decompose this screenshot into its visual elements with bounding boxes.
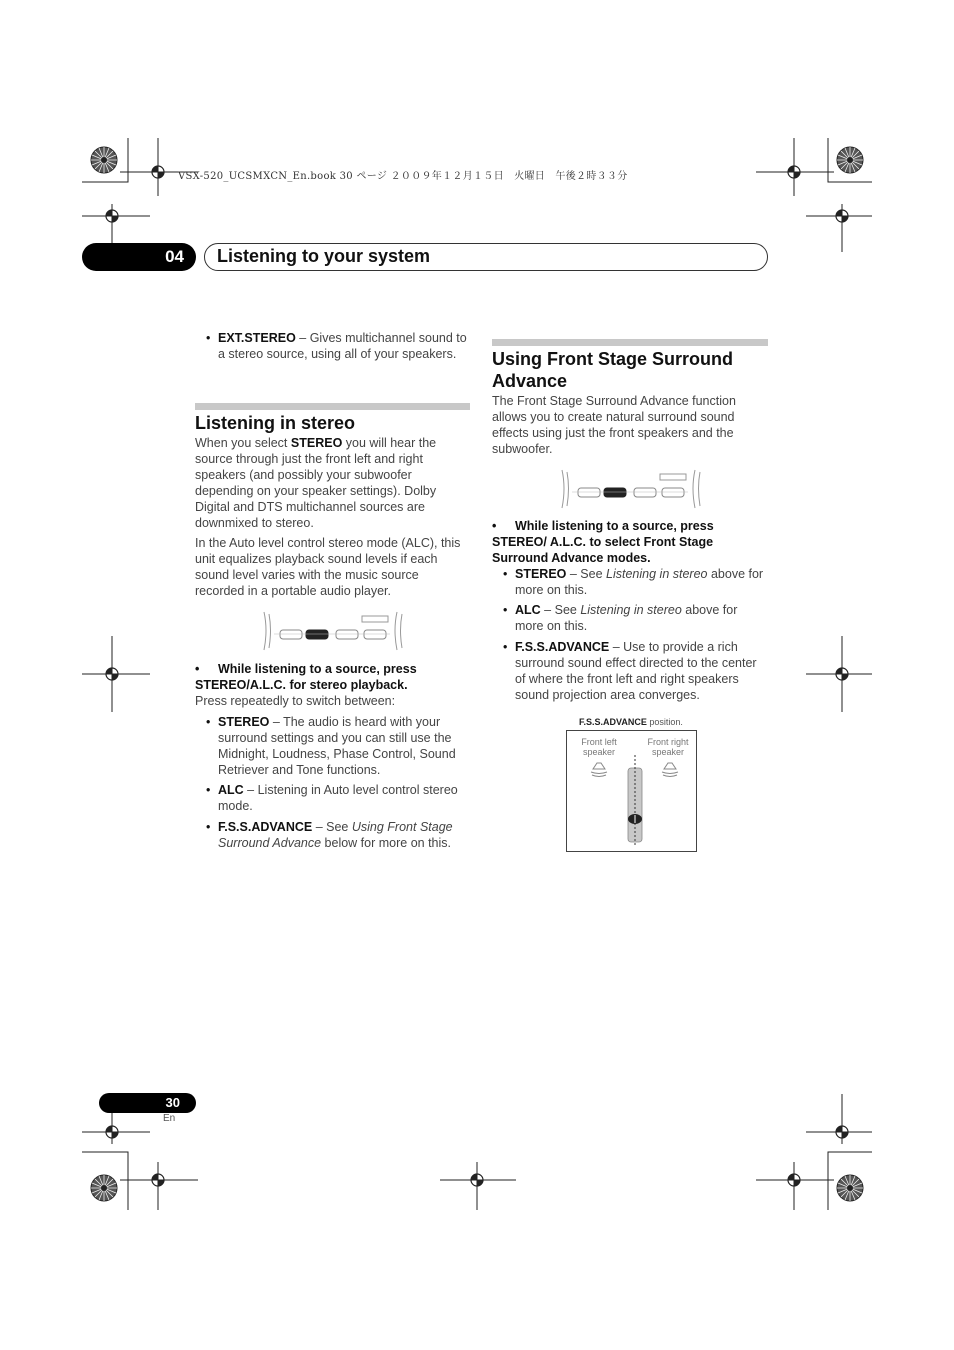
bullet-term: F.S.S.ADVANCE	[515, 640, 610, 654]
section-divider-bar	[195, 403, 470, 410]
bullet-text: – See	[566, 567, 607, 581]
ext-stereo-bullet	[206, 330, 470, 362]
stereo-step-instruction	[195, 661, 470, 693]
stereo-alc-button-highlighted	[604, 488, 626, 497]
bullet-text: above for more on this.	[515, 603, 738, 633]
page-number: 30	[99, 1093, 196, 1113]
para-text: When you select	[195, 436, 291, 450]
bullet-text: – See	[312, 820, 352, 834]
bullet-dot: •	[503, 603, 508, 617]
stereo-paragraph-1	[195, 435, 470, 531]
bullet-text: – Listening in Auto level control stereo mode.	[218, 783, 458, 813]
step-bullet: •	[492, 519, 497, 533]
bullet-italic: Listening in stereo	[580, 603, 682, 617]
bullet-text: – The audio is heard with your surround settings and you can still use the Midnight, Loudness, Phase Control, Sound Retriever and Tone functions.	[218, 715, 456, 777]
section-divider-bar	[492, 339, 768, 346]
bullet-dot: •	[503, 640, 508, 654]
para-term: STEREO	[290, 436, 343, 450]
bullet-term: STEREO	[218, 715, 270, 729]
section-title-listening-in-stereo: Listening in stereo	[195, 413, 356, 433]
step-text: While listening to a source, press STEREO/A.L.C. for stereo playback.	[195, 662, 417, 692]
stereo-paragraph-2: In the Auto level control stereo mode (ALC), this unit equalizes playback sound levels if each sound level varies with the music source recorded in a portable audio player.	[195, 536, 461, 598]
print-book-line: VSX-520_UCSMXCN_En.book 30 ページ ２００９年１２月１５日 火曜日 午後２時３３分	[178, 171, 628, 182]
chapter-title: Listening to your system	[204, 243, 768, 271]
para-text: you will hear the source through just the front left and right speakers (and possibly your subwoofer depending on your speaker settings). Dolby Digital and DTS multichannel sources are downmixed to stereo.	[195, 436, 437, 530]
fss-figure-caption	[579, 717, 683, 727]
panel-button	[578, 488, 600, 497]
bullet-italic: Using Front Stage Surround Advance	[218, 820, 453, 850]
bullet-italic: Listening in stereo	[606, 567, 708, 581]
fss-paragraph-1: The Front Stage Surround Advance function allows you to create natural surround sound effects using just the front speakers and the subwoofer.	[492, 394, 736, 456]
bullet-dot: •	[206, 715, 211, 729]
caption-text: position.	[646, 717, 683, 727]
stereo-step-sub: Press repeatedly to switch between:	[195, 694, 396, 708]
bullet-text: – Use to provide a rich surround sound effect directed to the center of where the front left and right speakers sound projection area converges.	[515, 640, 757, 702]
bullet-text: above for more on this.	[515, 567, 764, 597]
bullet-text: – See	[540, 603, 581, 617]
panel-button	[280, 630, 302, 639]
stereo-alc-button-highlighted	[306, 630, 328, 639]
list-item	[503, 602, 768, 634]
bullet-term: ALC	[218, 783, 244, 797]
chapter-number: 04	[82, 243, 196, 271]
bullet-text: below for more on this.	[321, 836, 451, 850]
receiver-panel-illustration	[262, 610, 404, 652]
bullet-dot: •	[206, 783, 211, 797]
bullet-term: ALC	[515, 603, 541, 617]
fss-step-instruction	[492, 518, 768, 566]
bullet-dot: •	[206, 331, 211, 345]
fss-figure	[566, 730, 697, 852]
display-window	[362, 616, 388, 622]
list-item	[503, 639, 768, 703]
front-right-speaker-label: Front right speaker	[647, 737, 689, 757]
speaker-icon	[591, 763, 607, 777]
bullet-dot: •	[503, 567, 508, 581]
panel-button	[662, 488, 684, 497]
list-item	[206, 782, 470, 814]
bullet-term: STEREO	[515, 567, 567, 581]
step-text: While listening to a source, press STEREO/ A.L.C. to select Front Stage Surround Advance modes.	[492, 519, 714, 565]
panel-button	[336, 630, 358, 639]
list-item	[206, 714, 470, 778]
list-item	[206, 819, 470, 851]
panel-button	[364, 630, 386, 639]
section-title-fss-advance: Using Front Stage Surround Advance	[492, 349, 733, 391]
bullet-term: EXT.STEREO	[218, 331, 296, 345]
fss-diagram	[567, 731, 696, 851]
panel-button	[634, 488, 656, 497]
display-window	[660, 474, 686, 480]
step-bullet: •	[195, 662, 200, 676]
list-item	[503, 566, 768, 598]
front-left-speaker-label: Front left speaker	[581, 737, 617, 757]
bullet-dot: •	[206, 820, 211, 834]
receiver-panel-illustration	[560, 468, 702, 510]
page-language: En	[163, 1113, 176, 1124]
caption-term: F.S.S.ADVANCE	[579, 717, 647, 727]
bullet-term: F.S.S.ADVANCE	[218, 820, 313, 834]
speaker-icon	[662, 763, 678, 777]
bullet-text: – Gives multichannel sound to a stereo source, using all of your speakers.	[218, 331, 467, 361]
